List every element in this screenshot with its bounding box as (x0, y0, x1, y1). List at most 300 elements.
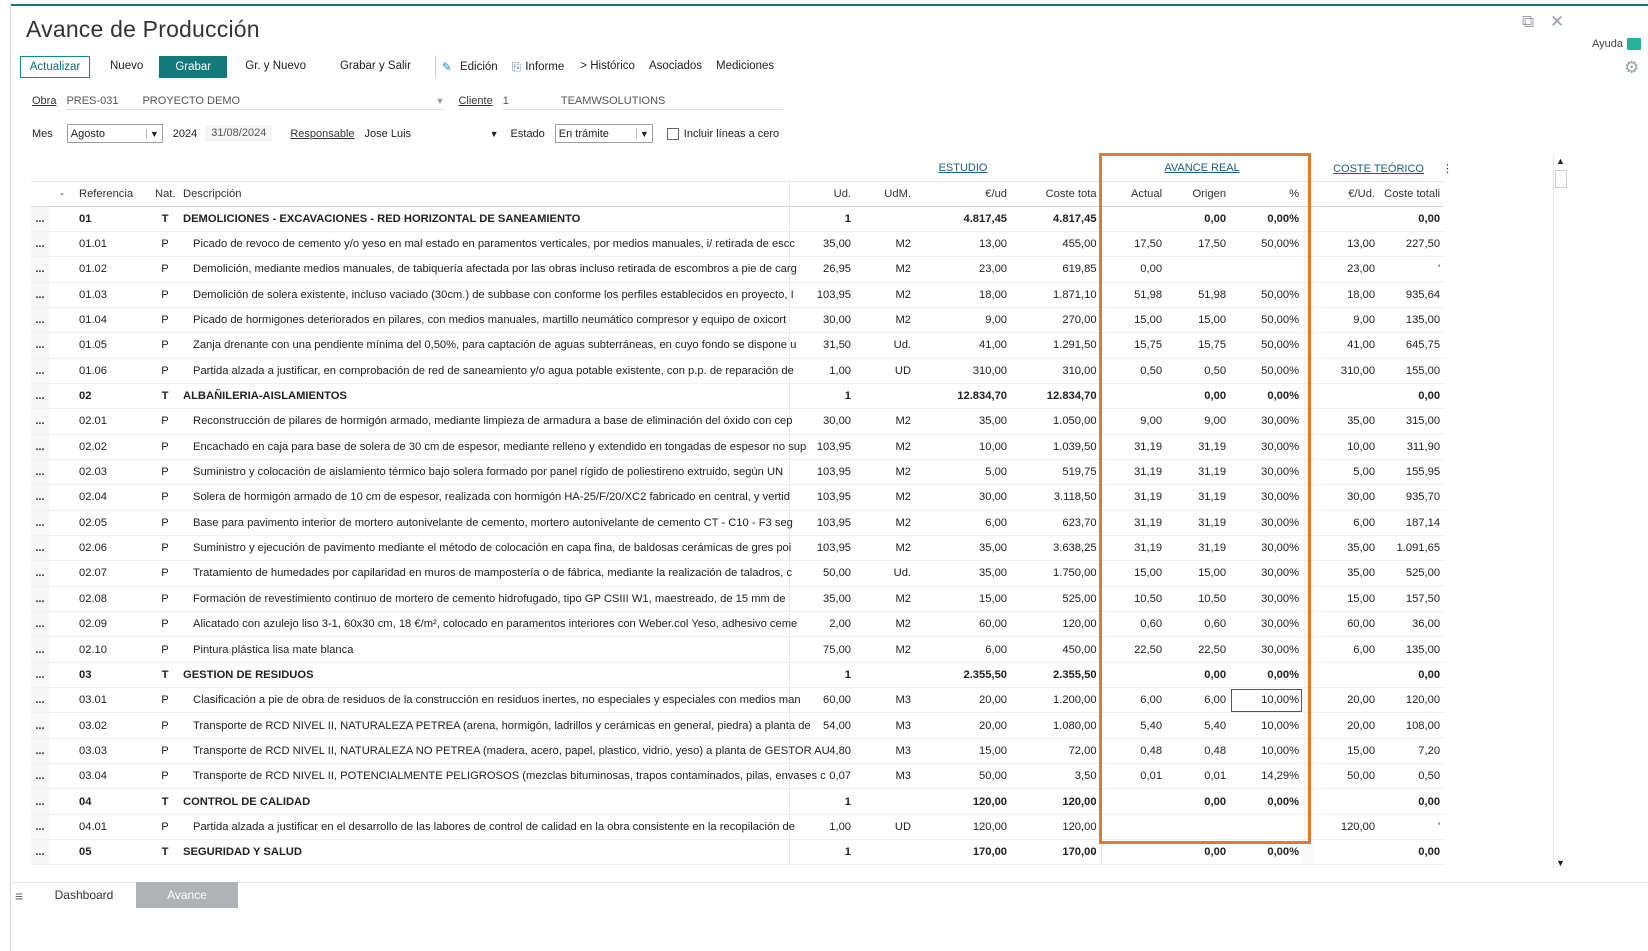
col-eur-ud2[interactable]: €/Ud. (1313, 181, 1379, 206)
responsable-label[interactable]: Responsable (290, 127, 355, 140)
cell-eur: 4.817,45 (915, 206, 1011, 231)
cell-udm: M2 (855, 257, 915, 282)
table-row[interactable] (31, 510, 1444, 535)
cell-eur2: 6,00 (1313, 637, 1379, 662)
asociados-button[interactable]: Asociados (648, 60, 703, 72)
cell-eur: 12.834,70 (915, 383, 1011, 408)
cell-nat: P (151, 713, 179, 738)
tab-dashboard[interactable]: Dashboard (54, 888, 114, 902)
cell-origen: 15,00 (1166, 561, 1230, 586)
cell-udm: M2 (855, 231, 915, 256)
table-row[interactable] (31, 561, 1444, 586)
cell-eur: 20,00 (915, 713, 1011, 738)
cell-eur2: 35,00 (1313, 409, 1379, 434)
cell-ref: 01.01 (75, 231, 151, 256)
cell-empty (1303, 434, 1313, 459)
cell-ref: 02.04 (75, 485, 151, 510)
cell-actual: 15,75 (1101, 333, 1166, 358)
table-row[interactable] (31, 231, 1444, 256)
estado-select[interactable] (555, 124, 653, 143)
table-row[interactable] (31, 738, 1444, 763)
cell-eur: 6,00 (915, 637, 1011, 662)
chevron-down-icon: ▼ (146, 129, 159, 139)
cell-pct: 10,00% (1230, 738, 1303, 763)
cell-udm: M2 (855, 612, 915, 637)
col-coste-total2[interactable]: Coste totali (1379, 181, 1444, 206)
cell-empty (49, 434, 75, 459)
cell-ref: 01 (75, 206, 151, 231)
cell-ref: 01.05 (75, 333, 151, 358)
cell-ud: 103,95 (789, 282, 855, 307)
window-left-border (10, 4, 11, 951)
cell-origen (1166, 814, 1230, 839)
cell-udm (855, 840, 915, 865)
cell-eur2: 50,00 (1313, 764, 1379, 789)
cell-dots[interactable]: ... (31, 789, 49, 814)
cell-dots[interactable]: ... (31, 510, 49, 535)
cell-total: 120,00 (1011, 814, 1101, 839)
table-row[interactable] (31, 662, 1444, 687)
table-row[interactable] (31, 257, 1444, 282)
responsable-value: Jose Luis (364, 127, 412, 140)
responsable-select[interactable] (365, 125, 499, 143)
cell-ref: 02.01 (75, 409, 151, 434)
cell-origen: 31,19 (1166, 459, 1230, 484)
incluir-label: Incluir líneas a cero (683, 127, 780, 140)
table-row[interactable] (31, 535, 1444, 560)
restore-icon[interactable]: ⧉ (1522, 12, 1535, 31)
obra-row (32, 92, 783, 110)
cell-origen: 15,75 (1166, 333, 1230, 358)
cell-pct: 30,00% (1230, 637, 1303, 662)
cell-ref: 04 (75, 789, 151, 814)
cell-pct (1230, 814, 1303, 839)
cell-origen: 31,19 (1166, 510, 1230, 535)
col-coste-total[interactable]: Coste tota (1011, 181, 1101, 206)
cell-eur: 2.355,50 (915, 662, 1011, 687)
table-row[interactable] (31, 206, 1444, 231)
cell-dots[interactable]: ... (31, 814, 49, 839)
cell-udm: M3 (855, 764, 915, 789)
cell-dots[interactable]: ... (31, 738, 49, 763)
grabar-salir-button[interactable]: Grabar y Salir (339, 60, 411, 72)
col-eur-ud[interactable]: €/ud (915, 181, 1011, 206)
cell-eur2 (1313, 789, 1379, 814)
cell-udm (855, 662, 915, 687)
cell-dots[interactable]: ... (31, 561, 49, 586)
cell-total2: 0,00 (1379, 383, 1444, 408)
scroll-thumb[interactable] (1555, 170, 1567, 188)
date-field[interactable]: 31/08/2024 (205, 125, 272, 142)
table-row[interactable] (31, 713, 1444, 738)
cell-udm: M2 (855, 282, 915, 307)
col-minus[interactable]: - (49, 181, 75, 206)
cell-desc: Suministro y ejecución de pavimento mediante el método de colocación en capa fina, de baldosas cerámicas de gres poi (179, 535, 789, 560)
cell-empty (49, 510, 75, 535)
cell-total2: 135,00 (1379, 637, 1444, 662)
cell-dots[interactable]: ... (31, 662, 49, 687)
cell-empty (49, 713, 75, 738)
cell-empty (49, 282, 75, 307)
cell-desc: Transporte de RCD NIVEL II, NATURALEZA PETREA (arena, hormigón, ladrillos y cerámicas en general, piedra) a planta de (179, 713, 789, 738)
group-estudio: ESTUDIO (789, 156, 1101, 181)
pencil-icon: ✎ (441, 60, 452, 74)
grabar-nuevo-button[interactable]: Gr. y Nuevo (245, 60, 306, 72)
col-udm[interactable]: UdM. (855, 181, 915, 206)
cliente-field[interactable] (503, 92, 783, 110)
filter-row (32, 124, 779, 143)
cell-ud: 35,00 (789, 586, 855, 611)
cell-dots[interactable]: ... (31, 485, 49, 510)
cell-ref: 02.06 (75, 535, 151, 560)
cell-total2: ' (1379, 257, 1444, 282)
cell-ref: 02.03 (75, 459, 151, 484)
cell-dots[interactable]: ... (31, 612, 49, 637)
cell-origen: 0,48 (1166, 738, 1230, 763)
cell-ud: 103,95 (789, 535, 855, 560)
cell-ref: 01.02 (75, 257, 151, 282)
cell-udm: UD (855, 358, 915, 383)
table-row[interactable] (31, 485, 1444, 510)
cell-nat: P (151, 485, 179, 510)
table-row[interactable] (31, 789, 1444, 814)
cell-total2: ' (1379, 814, 1444, 839)
cell-actual: 17,50 (1101, 231, 1166, 256)
actualizar-button[interactable]: Actualizar (20, 56, 90, 78)
cell-empty (49, 485, 75, 510)
cell-actual: 0,48 (1101, 738, 1166, 763)
cell-eur2: 60,00 (1313, 612, 1379, 637)
estado-label: Estado (510, 127, 545, 140)
cell-origen: 9,00 (1166, 409, 1230, 434)
cell-empty (49, 789, 75, 814)
cell-desc: Partida alzada a justificar, en comprobación de red de saneamiento y/o agua potable existente, con p.p. de reparación de (179, 358, 789, 383)
cell-dots[interactable]: ... (31, 383, 49, 408)
cell-empty (49, 612, 75, 637)
help-link[interactable] (1592, 38, 1641, 50)
cell-total2: 155,00 (1379, 358, 1444, 383)
cell-empty (49, 257, 75, 282)
edicion-button[interactable] (435, 56, 508, 78)
cell-dots[interactable]: ... (31, 764, 49, 789)
cell-ref: 01.04 (75, 307, 151, 332)
cell-desc: ALBAÑILERIA-AISLAMIENTOS (179, 383, 789, 408)
cell-empty (1303, 510, 1313, 535)
cell-udm: M2 (855, 485, 915, 510)
col-actual[interactable]: Actual (1101, 181, 1166, 206)
cell-total2: 157,50 (1379, 586, 1444, 611)
cell-dots[interactable]: ... (31, 688, 49, 713)
cell-eur2: 35,00 (1313, 561, 1379, 586)
cell-ref: 02.10 (75, 637, 151, 662)
cell-eur2: 20,00 (1313, 688, 1379, 713)
table-row[interactable] (31, 637, 1444, 662)
cell-origen: 31,19 (1166, 485, 1230, 510)
cell-eur2: 35,00 (1313, 535, 1379, 560)
cell-desc: CONTROL DE CALIDAD (179, 789, 789, 814)
cell-actual: 31,19 (1101, 434, 1166, 459)
cell-desc: Picado de revoco de cemento y/o yeso en mal estado en paramentos verticales, por medios manuales, i/ retirada de escc (179, 231, 789, 256)
table-row[interactable] (31, 333, 1444, 358)
cell-empty (1303, 586, 1313, 611)
table-row[interactable] (31, 764, 1444, 789)
col-ud[interactable]: Ud. (789, 181, 855, 206)
cell-nat: T (151, 789, 179, 814)
hamburger-icon[interactable]: ≡ (15, 888, 24, 904)
cell-total2: 0,00 (1379, 206, 1444, 231)
obra-label[interactable]: Obra (32, 95, 57, 107)
cell-dots[interactable]: ... (31, 409, 49, 434)
cell-dots[interactable]: ... (31, 586, 49, 611)
cell-nat: P (151, 738, 179, 763)
cell-dots[interactable]: ... (31, 637, 49, 662)
cell-ud: 4,80 (789, 738, 855, 763)
cell-total: 170,00 (1011, 840, 1101, 865)
cell-eur2 (1313, 662, 1379, 687)
cell-eur2: 13,00 (1313, 231, 1379, 256)
chevron-down-icon: ▼ (489, 128, 499, 139)
cell-eur: 9,00 (915, 307, 1011, 332)
cell-total: 2.355,50 (1011, 662, 1101, 687)
table-row[interactable] (31, 840, 1444, 865)
col-pct[interactable]: % (1230, 181, 1303, 206)
cliente-label[interactable]: Cliente (458, 95, 493, 107)
cell-ref: 05 (75, 840, 151, 865)
cell-udm: Ud. (855, 333, 915, 358)
cell-eur: 20,00 (915, 688, 1011, 713)
cell-dots[interactable]: ... (31, 358, 49, 383)
cell-actual: 10,50 (1101, 586, 1166, 611)
historico-button[interactable]: > Histórico (580, 60, 635, 72)
window-title: Avance de Producción (26, 16, 260, 42)
mes-label: Mes (32, 127, 53, 140)
cell-total2: 155,95 (1379, 459, 1444, 484)
tab-avance[interactable]: Avance (136, 882, 238, 908)
scroll-up-icon[interactable]: ▲ (1556, 156, 1565, 166)
scroll-down-icon[interactable]: ▼ (1556, 858, 1565, 868)
table-row[interactable] (31, 688, 1444, 713)
cell-eur2 (1313, 206, 1379, 231)
cell-desc: DEMOLICIONES - EXCAVACIONES - RED HORIZONTAL DE SANEAMIENTO (179, 206, 789, 231)
cell-pct: 30,00% (1230, 434, 1303, 459)
cell-origen: 31,19 (1166, 434, 1230, 459)
year-value: 2024 (172, 127, 198, 140)
cell-origen: 0,00 (1166, 383, 1230, 408)
cell-total: 519,75 (1011, 459, 1101, 484)
cell-nat: P (151, 637, 179, 662)
cell-ud: 54,00 (789, 713, 855, 738)
cell-dots[interactable]: ... (31, 713, 49, 738)
cell-eur2: 310,00 (1313, 358, 1379, 383)
table-row[interactable] (31, 282, 1444, 307)
cell-empty (49, 561, 75, 586)
cell-dots[interactable]: ... (31, 282, 49, 307)
table-row[interactable] (31, 459, 1444, 484)
cell-desc: SEGURIDAD Y SALUD (179, 840, 789, 865)
close-icon[interactable]: ✕ (1550, 12, 1565, 31)
cell-origen: 51,98 (1166, 282, 1230, 307)
cell-total2: 0,00 (1379, 840, 1444, 865)
cell-dots[interactable]: ... (31, 206, 49, 231)
cell-total: 619,85 (1011, 257, 1101, 282)
cell-dots[interactable]: ... (31, 307, 49, 332)
cell-empty (1303, 840, 1313, 865)
cell-udm: M2 (855, 459, 915, 484)
table-row[interactable] (31, 358, 1444, 383)
table-row[interactable] (31, 383, 1444, 408)
cell-dots[interactable]: ... (31, 257, 49, 282)
cell-total2: 135,00 (1379, 307, 1444, 332)
cell-empty (49, 409, 75, 434)
col-referencia[interactable]: Referencia (75, 181, 151, 206)
cell-total2: 36,00 (1379, 612, 1444, 637)
cell-dots[interactable]: ... (31, 231, 49, 256)
cell-eur: 13,00 (915, 231, 1011, 256)
obra-code: PRES-031 (66, 94, 119, 107)
cell-eur2: 20,00 (1313, 713, 1379, 738)
cell-pct: 30,00% (1230, 409, 1303, 434)
cell-origen: 0,00 (1166, 206, 1230, 231)
cell-eur: 120,00 (915, 789, 1011, 814)
cell-total: 1.750,00 (1011, 561, 1101, 586)
table-row[interactable] (31, 612, 1444, 637)
cell-actual: 15,00 (1101, 307, 1166, 332)
obra-field[interactable] (66, 92, 444, 110)
cell-total2: 1.091,65 (1379, 535, 1444, 560)
cell-empty (49, 333, 75, 358)
cell-eur: 60,00 (915, 612, 1011, 637)
col-origen[interactable]: Origen (1166, 181, 1230, 206)
table-row[interactable] (31, 586, 1444, 611)
cell-pct: 0,00% (1230, 662, 1303, 687)
cell-total2: 935,70 (1379, 485, 1444, 510)
cell-ud: 1,00 (789, 814, 855, 839)
cell-pct: 30,00% (1230, 586, 1303, 611)
cell-pct: 10,00% (1230, 688, 1303, 713)
group-coste-teorico: COSTE TEÓRICO ⋮ (1313, 156, 1444, 181)
mediciones-button[interactable]: Mediciones (716, 60, 775, 72)
cell-total2: 311,90 (1379, 434, 1444, 459)
cell-nat: P (151, 586, 179, 611)
cell-dots[interactable]: ... (31, 535, 49, 560)
help-label: Ayuda (1592, 38, 1623, 50)
cell-actual (1101, 383, 1166, 408)
cell-actual: 22,50 (1101, 637, 1166, 662)
cell-ref: 02.08 (75, 586, 151, 611)
obra-name: PROYECTO DEMO (142, 94, 241, 107)
cell-nat: P (151, 282, 179, 307)
mes-select[interactable] (67, 124, 163, 143)
cell-udm: Ud. (855, 561, 915, 586)
cell-origen: 17,50 (1166, 231, 1230, 256)
cell-eur: 5,00 (915, 459, 1011, 484)
cell-total: 525,00 (1011, 586, 1101, 611)
table-row[interactable] (31, 307, 1444, 332)
cell-ud: 0,07 (789, 764, 855, 789)
col-descripcion[interactable]: Descripción (179, 181, 789, 206)
cell-pct: 0,00% (1230, 383, 1303, 408)
cell-actual (1101, 206, 1166, 231)
cell-ref: 02 (75, 383, 151, 408)
cell-actual: 0,60 (1101, 612, 1166, 637)
cell-actual: 6,00 (1101, 688, 1166, 713)
cell-ref: 04.01 (75, 814, 151, 839)
estado-value: En trámite (558, 127, 609, 140)
cell-eur2 (1313, 383, 1379, 408)
production-grid (31, 156, 1453, 864)
cell-nat: P (151, 688, 179, 713)
cell-actual (1101, 814, 1166, 839)
cell-dots[interactable]: ... (31, 333, 49, 358)
cell-ud: 103,95 (789, 459, 855, 484)
cell-total2: 0,00 (1379, 789, 1444, 814)
cell-eur2: 120,00 (1313, 814, 1379, 839)
cell-origen: 31,19 (1166, 535, 1230, 560)
group-avance-real: AVANCE REAL (1101, 156, 1303, 181)
cell-eur2: 23,00 (1313, 257, 1379, 282)
table-row[interactable] (31, 409, 1444, 434)
cell-nat: P (151, 231, 179, 256)
cell-udm: M2 (855, 409, 915, 434)
cell-pct (1230, 257, 1303, 282)
cell-empty (49, 358, 75, 383)
cell-eur2: 15,00 (1313, 738, 1379, 763)
cell-dots[interactable]: ... (31, 840, 49, 865)
cell-total: 1.080,00 (1011, 713, 1101, 738)
cell-empty (49, 662, 75, 687)
cell-empty (49, 688, 75, 713)
cell-nat: P (151, 814, 179, 839)
cell-dots[interactable]: ... (31, 434, 49, 459)
cell-ref: 02.05 (75, 510, 151, 535)
cell-pct: 10,00% (1230, 713, 1303, 738)
cell-nat: T (151, 662, 179, 687)
cell-pct: 14,29% (1230, 764, 1303, 789)
table-row[interactable] (31, 434, 1444, 459)
cell-ref: 01.03 (75, 282, 151, 307)
cell-actual: 15,00 (1101, 561, 1166, 586)
gear-icon[interactable]: ⚙ (1624, 58, 1640, 77)
cell-origen: 0,60 (1166, 612, 1230, 637)
informe-button[interactable] (508, 56, 575, 78)
cell-pct: 30,00% (1230, 612, 1303, 637)
cell-desc: GESTION DE RESIDUOS (179, 662, 789, 687)
cell-eur: 6,00 (915, 510, 1011, 535)
cell-udm: UD (855, 814, 915, 839)
cell-eur: 15,00 (915, 586, 1011, 611)
cliente-name: TEAMWSOLUTIONS (560, 94, 666, 107)
cell-eur2: 41,00 (1313, 333, 1379, 358)
cell-nat: P (151, 434, 179, 459)
cell-dots[interactable]: ... (31, 459, 49, 484)
table-row[interactable] (31, 814, 1444, 839)
cell-desc: Demolición, mediante medios manuales, de tabiquería afectada por las obras incluso retirada de escombros a pie de carg (179, 257, 789, 282)
cell-origen: 22,50 (1166, 637, 1230, 662)
incluir-checkbox[interactable] (667, 128, 679, 140)
cell-ref: 03.02 (75, 713, 151, 738)
vertical-scrollbar[interactable] (1553, 156, 1567, 868)
col-dots (31, 181, 49, 206)
cell-ref: 02.07 (75, 561, 151, 586)
cell-nat: P (151, 257, 179, 282)
cell-udm (855, 789, 915, 814)
grabar-button[interactable]: Grabar (159, 56, 227, 78)
cell-total: 1.050,00 (1011, 409, 1101, 434)
cell-udm: M2 (855, 535, 915, 560)
nuevo-button[interactable]: Nuevo (110, 60, 144, 72)
col-nat[interactable]: Nat. (151, 181, 179, 206)
cell-eur: 23,00 (915, 257, 1011, 282)
